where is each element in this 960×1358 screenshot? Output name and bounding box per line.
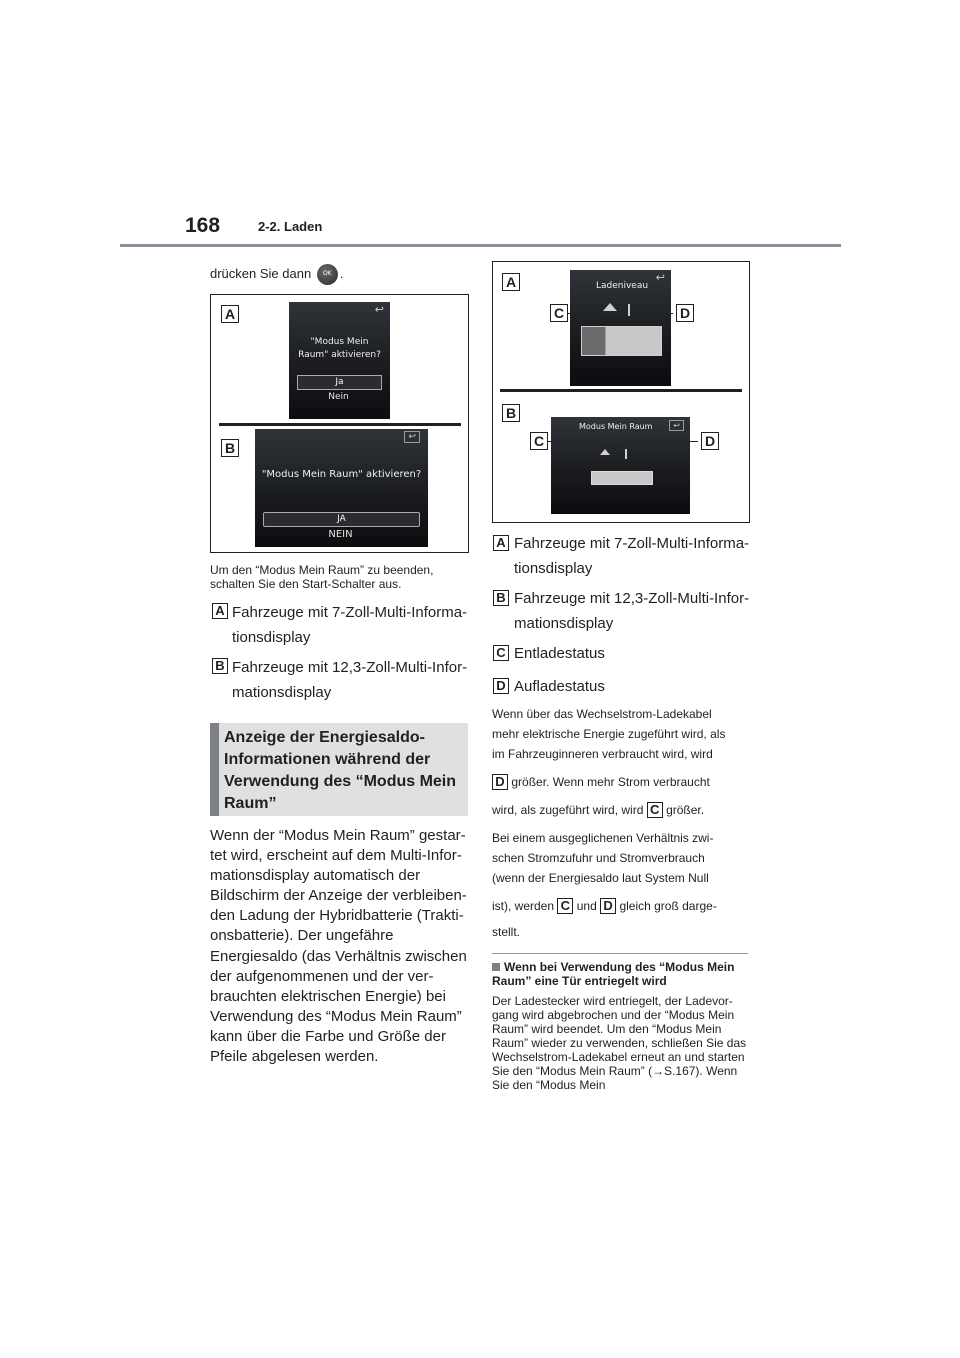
para-line: [492, 800, 752, 820]
para-line: [492, 772, 752, 792]
item-text-d: Aufladestatus: [514, 678, 605, 695]
figure-tag-b: B: [221, 439, 239, 457]
dialog-question: "Modus Mein Raum" aktivieren?: [298, 337, 381, 360]
figure-right: [492, 261, 750, 523]
item-tag-b: B: [212, 658, 228, 674]
leader-line-c: [548, 441, 601, 442]
explanation-paragraph: [492, 704, 752, 942]
back-icon: ↩: [669, 420, 684, 431]
figure-tag-c: C: [530, 432, 548, 450]
subsection-heading: [492, 960, 748, 988]
item-tag-b: B: [493, 590, 509, 606]
inline-tag-d: D: [600, 898, 616, 914]
subsection-rule: [492, 953, 748, 954]
house-icon: [603, 303, 617, 311]
screen-ladeniveau: [570, 270, 671, 386]
section-heading: Anzeige der Energiesaldo-Informationen während der Verwendung des “Modus Mein Raum”: [224, 729, 457, 812]
plug-icon: [625, 449, 627, 459]
screen-12-inch: [255, 429, 428, 547]
item-text-b: Fahrzeuge mit 12,3-Zoll-Multi-Infor-mationsdisplay: [232, 659, 468, 701]
back-icon: ↩: [374, 303, 384, 316]
item-tag-a: A: [493, 535, 509, 551]
intro-line: [210, 264, 343, 285]
para-text: und: [576, 899, 597, 913]
para-line: (wenn der Energiesaldo laut System Null: [492, 871, 709, 885]
battery-gauge: [591, 471, 653, 485]
figure-caption: Um den “Modus Mein Raum” zu beenden, schalten Sie den Start-Schalter aus.: [210, 563, 434, 591]
item-text-b: Fahrzeuge mit 12,3-Zoll-Multi-Infor-mationsdisplay: [514, 590, 750, 632]
header-rule: [120, 244, 841, 247]
screen-modus-mein-raum: [551, 417, 690, 514]
no-option: NEIN: [328, 529, 353, 540]
figure-tag-a: A: [221, 305, 239, 323]
para-line: Bei einem ausgeglichenen Verhältnis zwi-: [492, 831, 714, 845]
figure-tag-c: C: [550, 304, 568, 322]
para-line: [492, 896, 752, 916]
section-title: 2-2. Laden: [258, 219, 323, 234]
no-option: Nein: [328, 392, 349, 402]
figure-tag-d: D: [701, 432, 719, 450]
item-text-a: Fahrzeuge mit 7-Zoll-Multi-Informa-tionsdisplay: [514, 535, 750, 577]
figure-left: [210, 294, 469, 553]
para-line: im Fahrzeuginneren verbraucht wird, wird: [492, 747, 713, 761]
figure-divider: [500, 389, 742, 392]
heading-bar: [210, 723, 219, 816]
leader-line-d: [626, 441, 698, 442]
item-tag-a: A: [212, 603, 228, 619]
para-line: mehr elektrische Energie zugeführt wird, als: [492, 727, 726, 741]
back-icon: ↩: [655, 271, 665, 284]
back-icon: ↩: [404, 431, 420, 443]
house-icon: [600, 449, 610, 455]
square-bullet-icon: [492, 963, 500, 971]
intro-text-end: .: [339, 265, 344, 281]
inline-tag-c: C: [557, 898, 573, 914]
figure-tag-b: B: [502, 404, 520, 422]
page-number: 168: [185, 214, 221, 237]
inline-tag-c: C: [647, 802, 663, 818]
figure-divider: [219, 423, 461, 426]
para-text: größer.: [666, 803, 705, 817]
plug-icon: [628, 304, 630, 316]
subsection-heading-text: Wenn bei Verwendung des “Modus Mein Raum” eine Tür entriegelt wird: [492, 960, 735, 988]
para-text: größer. Wenn mehr Strom verbraucht: [511, 775, 710, 789]
body-paragraph: Wenn der “Modus Mein Raum” gestar-tet wird, erscheint auf dem Multi-Infor-mationsdisplay automatisch der Bildschirm der Anzeige der verbleiben-den Ladung der Hybridbatterie (Trakti-onsbatterie). Der ungefähre Energiesaldo (das Verhältnis zwischen der aufgenommenen und der ver-brauchten elektrischen Energie) bei Verwendung des “Modus Mein Raum” kann über die Farbe und Größe der Pfeile abgelesen werden.: [210, 827, 467, 1066]
battery-gauge: [581, 326, 662, 356]
subsection-body: Der Ladestecker wird entriegelt, der Ladevor-gang wird abgebrochen und der “Modus Mein Raum” wird beendet. Um den “Modus Mein Raum” wieder zu verwenden, schließen Sie das Wechselstrom-Ladekabel erneut an und starten Sie den “Modus Mein Raum” (→S.167). Wenn Sie den “Modus Mein: [492, 994, 747, 1092]
para-text: ist), werden: [492, 899, 555, 913]
figure-tag-d: D: [676, 304, 694, 322]
yes-option: JA: [263, 512, 420, 527]
item-tag-c: C: [493, 645, 509, 661]
yes-option: Ja: [297, 375, 382, 390]
dialog-question: "Modus Mein Raum" aktivieren?: [261, 469, 422, 480]
figure-tag-a: A: [502, 273, 520, 291]
screen-title: Ladeniveau: [596, 281, 649, 291]
para-text: gleich groß darge-: [619, 899, 717, 913]
intro-text: drücken Sie dann: [210, 265, 312, 281]
ok-button-icon: OK: [317, 264, 338, 285]
item-tag-d: D: [493, 678, 509, 694]
leader-line-c: [568, 313, 598, 314]
inline-tag-d: D: [492, 774, 508, 790]
leader-line-d: [638, 313, 673, 314]
para-line: schen Stromzufuhr und Stromverbrauch: [492, 851, 705, 865]
screen-7-inch: [289, 302, 390, 419]
item-text-a: Fahrzeuge mit 7-Zoll-Multi-Informa-tionsdisplay: [232, 604, 468, 646]
para-line: Wenn über das Wechselstrom-Ladekabel: [492, 707, 712, 721]
para-text: wird, als zugeführt wird, wird: [492, 803, 644, 817]
para-line: stellt.: [492, 925, 521, 939]
screen-title: Modus Mein Raum: [579, 422, 653, 431]
item-text-c: Entladestatus: [514, 645, 605, 662]
